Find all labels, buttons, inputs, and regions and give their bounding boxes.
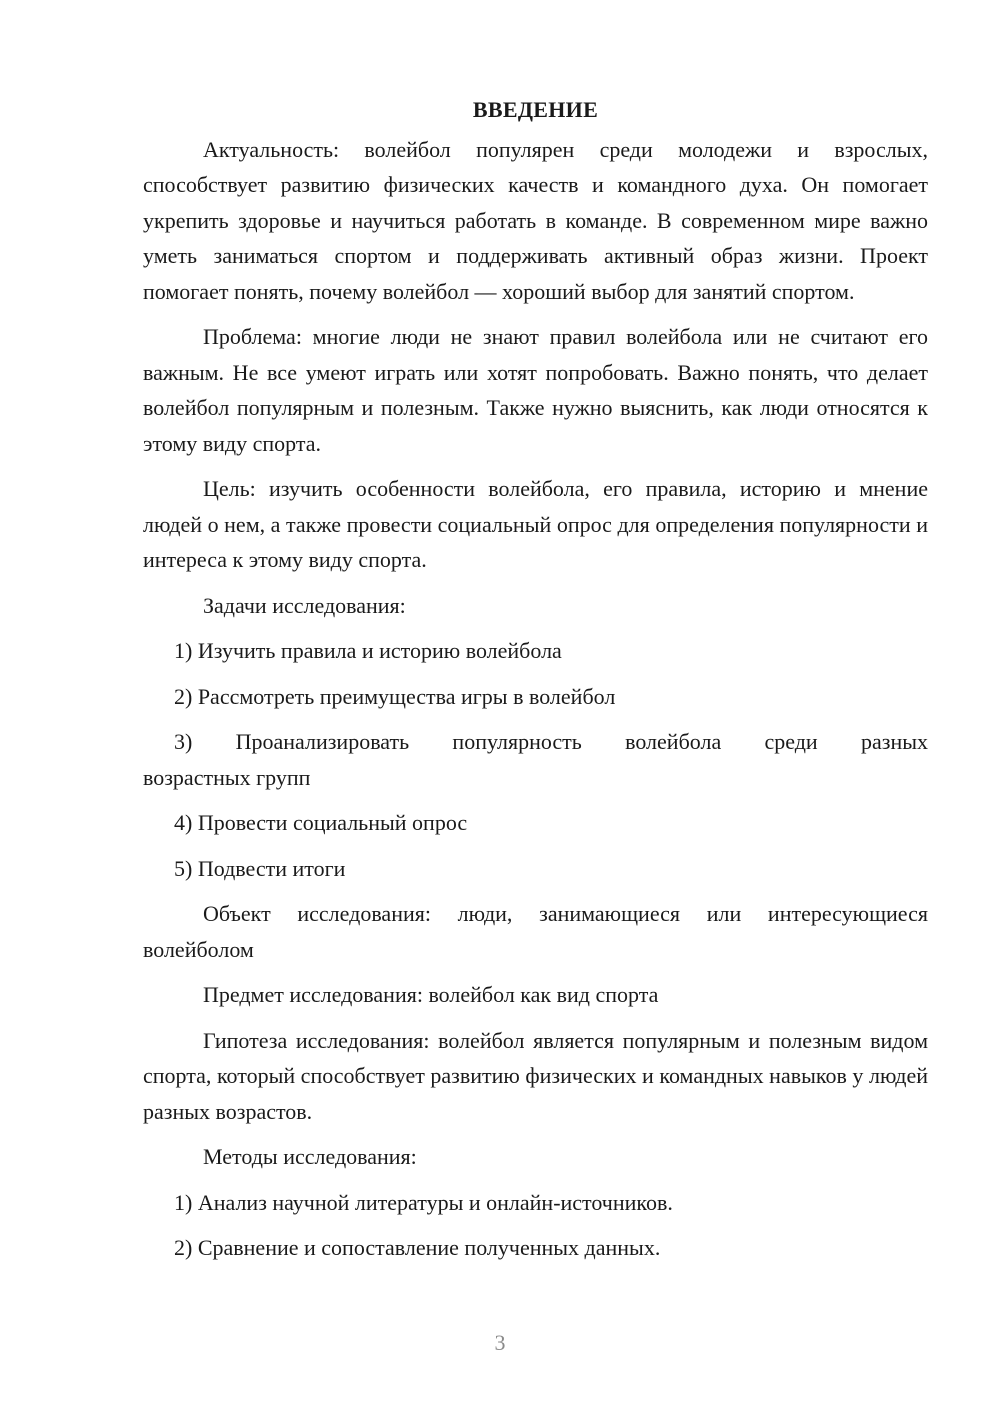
object-paragraph: Объект исследования: люди, занимающиеся или интересующиеся волейболом [143,901,928,962]
task-item-3-continuation: возрастных групп [143,764,311,790]
task-item-5: 5) Подвести итоги [174,855,346,881]
document-page [143,92,928,1276]
section-title: ВВЕДЕНИЕ [472,97,599,122]
goal-paragraph: Цель: изучить особенности волейбола, его правила, историю и мнение людей о нем, а также провести социальный опрос для определения популярности и интереса к этому виду спорта. [143,476,928,572]
methods-heading: Методы исследования: [203,1144,417,1169]
task-item-4: 4) Провести социальный опрос [174,810,468,835]
page-number: 3 [494,1330,506,1355]
task-item-3: 3) Проанализировать популярность волейбола среди разных [174,729,928,754]
method-item-2: 2) Сравнение и сопоставление полученных данных. [174,1235,661,1260]
relevance-paragraph: Актуальность: волейбол популярен среди молодежи и взрослых, способствует развитию физических качеств и командного духа. Он помогает укрепить здоровье и научиться работать в команде. В современном мире важно уметь заниматься спортом и поддерживать активный образ жизни. Проект помогает понять, почему волейбол — хороший выбор для занятий спортом. [143,136,928,304]
tasks-heading: Задачи исследования: [203,592,406,618]
task-item-2: 2) Рассмотреть преимущества игры в волейбол [174,683,616,709]
hypothesis-paragraph: Гипотеза исследования: волейбол является популярным и полезным видом спорта, который способствует развитию физических и командных навыков у людей разных возрастов. [143,1027,928,1124]
task-item-1: 1) Изучить правила и историю волейбола [174,638,562,663]
problem-paragraph: Проблема: многие люди не знают правил волейбола или не считают его важным. Не все умеют играть или хотят попробовать. Важно понять, что делает волейбол популярным и полезным. Также нужно выяснить, как люди относятся к этому виду спорта. [143,324,928,456]
method-item-1: 1) Анализ научной литературы и онлайн-источников. [174,1189,673,1215]
subject-paragraph: Предмет исследования: волейбол как вид спорта [203,982,659,1007]
